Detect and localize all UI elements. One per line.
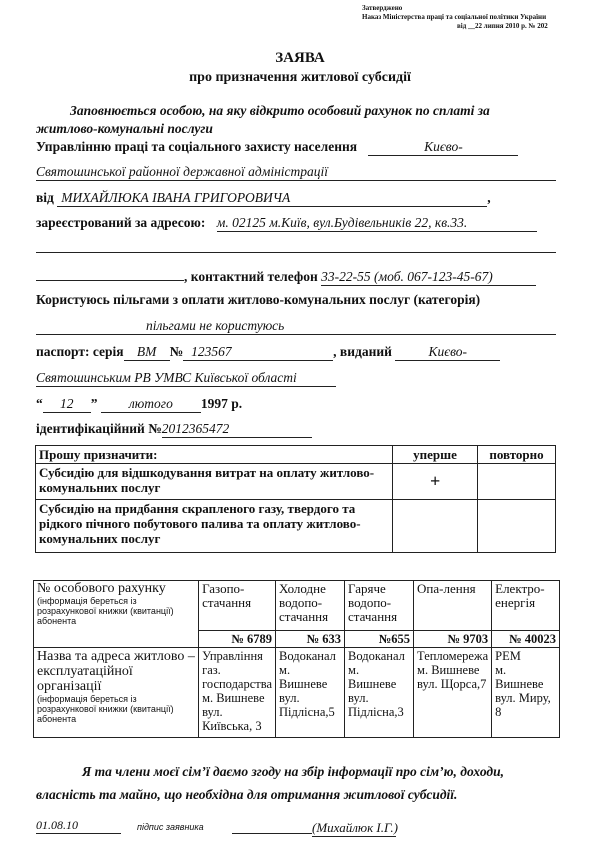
account-number[interactable]: № 633	[276, 631, 345, 648]
org-address[interactable]	[345, 648, 414, 738]
repeat-cell[interactable]	[478, 464, 556, 500]
org-line: Київська, 3	[202, 719, 262, 733]
org-line: м. Вишневе	[279, 663, 328, 691]
org-line: Водоканал	[279, 649, 336, 663]
phone-label: , контактний телефон	[184, 269, 318, 284]
approval-l2: Наказ Міністерства праці та соціальної політики України	[362, 13, 547, 21]
passport-number[interactable]: 123567	[183, 344, 333, 361]
org-line: господарства	[202, 677, 273, 691]
intro-line2: житлово-комунальні послуги	[36, 121, 213, 136]
no-label: №	[169, 344, 184, 359]
org-line: вул. Підлісна,5	[279, 691, 335, 719]
account-label: № особового рахунку	[37, 581, 166, 596]
org-line: м. Вишневе	[417, 663, 480, 677]
table-row	[36, 464, 556, 500]
request-header: Прошу призначити:	[36, 446, 393, 464]
quote-close: ”	[90, 396, 98, 411]
org-line: Водоканал	[348, 649, 405, 663]
repeat-header: повторно	[478, 446, 556, 464]
org-line: м. Вишневе	[348, 663, 397, 691]
quote-open: “	[36, 396, 43, 411]
first-time-header: уперше	[393, 446, 478, 464]
org-line: вул.	[348, 691, 369, 705]
service-name: Холодне водопо-стачання	[276, 581, 345, 631]
passport-label: паспорт: серія	[36, 344, 124, 359]
issued-label: , виданий	[333, 344, 392, 359]
org-line: Підлісна,3	[348, 705, 404, 719]
issued-field-2[interactable]: Святошинським РВ УМВС Київської області	[36, 370, 297, 385]
first-time-cell[interactable]: +	[393, 464, 478, 500]
request-label: Субсидію на придбання скрапленого газу, твердого та рідкого пічного побутового палива та оплату житлово-комунальних послуг	[36, 500, 393, 553]
org-line: Тепломережа	[417, 649, 489, 663]
org-address[interactable]	[492, 648, 560, 738]
issue-year: 1997 р.	[200, 396, 243, 411]
id-label: ідентифікаційний №	[36, 421, 162, 436]
org-address[interactable]	[276, 648, 345, 738]
passport-series[interactable]: ВМ	[124, 344, 170, 361]
org-line: вул. Миру, 8	[495, 691, 551, 719]
request-label: Субсидію для відшкодування витрат на оплату житлово-комунальних послуг	[36, 464, 393, 500]
service-name: Гаряче водопо-стачання	[345, 581, 414, 631]
table-row	[34, 648, 560, 738]
sign-date[interactable]: 01.08.10	[36, 818, 121, 834]
to-field-1[interactable]: Києво-	[368, 139, 518, 156]
signature-label: підпис заявника	[137, 822, 204, 832]
account-note: (інформація береться із розрахункової книжки (квитанції) абонента	[37, 596, 174, 626]
signature-line[interactable]	[232, 833, 312, 834]
account-number[interactable]: № 40023	[492, 631, 560, 648]
doc-subtitle: про призначення житлової субсидії	[189, 70, 411, 85]
first-time-cell[interactable]	[393, 500, 478, 553]
service-name: Газопо-стачання	[199, 581, 276, 631]
approval-l1: Затверджено	[362, 4, 403, 12]
benefits-label: Користуюсь пільгами з оплати житлово-комунальних послуг (категорія)	[36, 292, 481, 307]
request-table	[35, 445, 556, 553]
services-table	[33, 580, 560, 738]
from-label: від	[36, 190, 54, 205]
account-number[interactable]: № 9703	[414, 631, 492, 648]
issue-day[interactable]: 12	[43, 396, 91, 413]
org-line: вул. Щорса,7	[417, 677, 487, 691]
service-name: Електро-енергія	[492, 581, 560, 631]
org-label: Назва та адреса житлово – експлуатаційної організації	[37, 649, 195, 694]
benefits-field[interactable]: пільгами не користуюсь	[146, 318, 285, 333]
org-line: вул.	[202, 705, 223, 719]
service-name: Опа-лення	[414, 581, 492, 631]
phone-field[interactable]: 33-22-55 (моб. 067-123-45-67)	[321, 269, 536, 286]
addr-field[interactable]: м. 02125 м.Київ, вул.Будівельників 22, кв.33.	[217, 215, 537, 232]
org-line: РЕМ	[495, 649, 521, 663]
approval-l3: від __22 липня 2010 р. № 202	[457, 22, 548, 30]
org-line: газ.	[202, 663, 221, 677]
addr-blank-line	[36, 252, 556, 253]
table-row	[36, 446, 556, 464]
to-field-2[interactable]: Святошинської районної державної адміністрації	[36, 164, 329, 179]
org-note: (інформація береться із розрахункової книжки (квитанції) абонента	[37, 694, 174, 724]
consent-line2: власність та майно, що необхідна для отримання житлової субсидії.	[36, 787, 458, 802]
org-line: Управління	[202, 649, 263, 663]
intro-line1: Заповнюється особою, на яку відкрито особовий рахунок по сплаті за	[70, 103, 490, 118]
org-line: м. Вишневе	[202, 691, 265, 705]
id-field[interactable]: 2012365472	[162, 421, 312, 438]
to-label: Управлінню праці та соціального захисту населення	[36, 139, 358, 154]
from-field[interactable]: МИХАЙЛЮКА ІВАНА ГРИГОРОВИЧА	[57, 190, 487, 207]
account-number[interactable]: №655	[345, 631, 414, 648]
issued-field-1[interactable]: Києво-	[395, 344, 500, 361]
consent-line1: Я та члени моєї сім’ї даємо згоду на збір інформації про сім’ю, доходи,	[82, 764, 504, 779]
org-address[interactable]	[199, 648, 276, 738]
repeat-cell[interactable]	[478, 500, 556, 553]
issue-month[interactable]: лютого	[101, 396, 201, 413]
approval-stamp	[362, 4, 548, 31]
org-line: м. Вишневе	[495, 663, 544, 691]
org-address[interactable]	[414, 648, 492, 738]
addr-label: зареєстрований за адресою:	[36, 215, 206, 230]
table-row	[34, 581, 560, 631]
signer-name: (Михайлюк І.Г.)	[312, 820, 398, 835]
account-number[interactable]: № 6789	[199, 631, 276, 648]
doc-title: ЗАЯВА	[275, 50, 325, 66]
table-row	[36, 500, 556, 553]
